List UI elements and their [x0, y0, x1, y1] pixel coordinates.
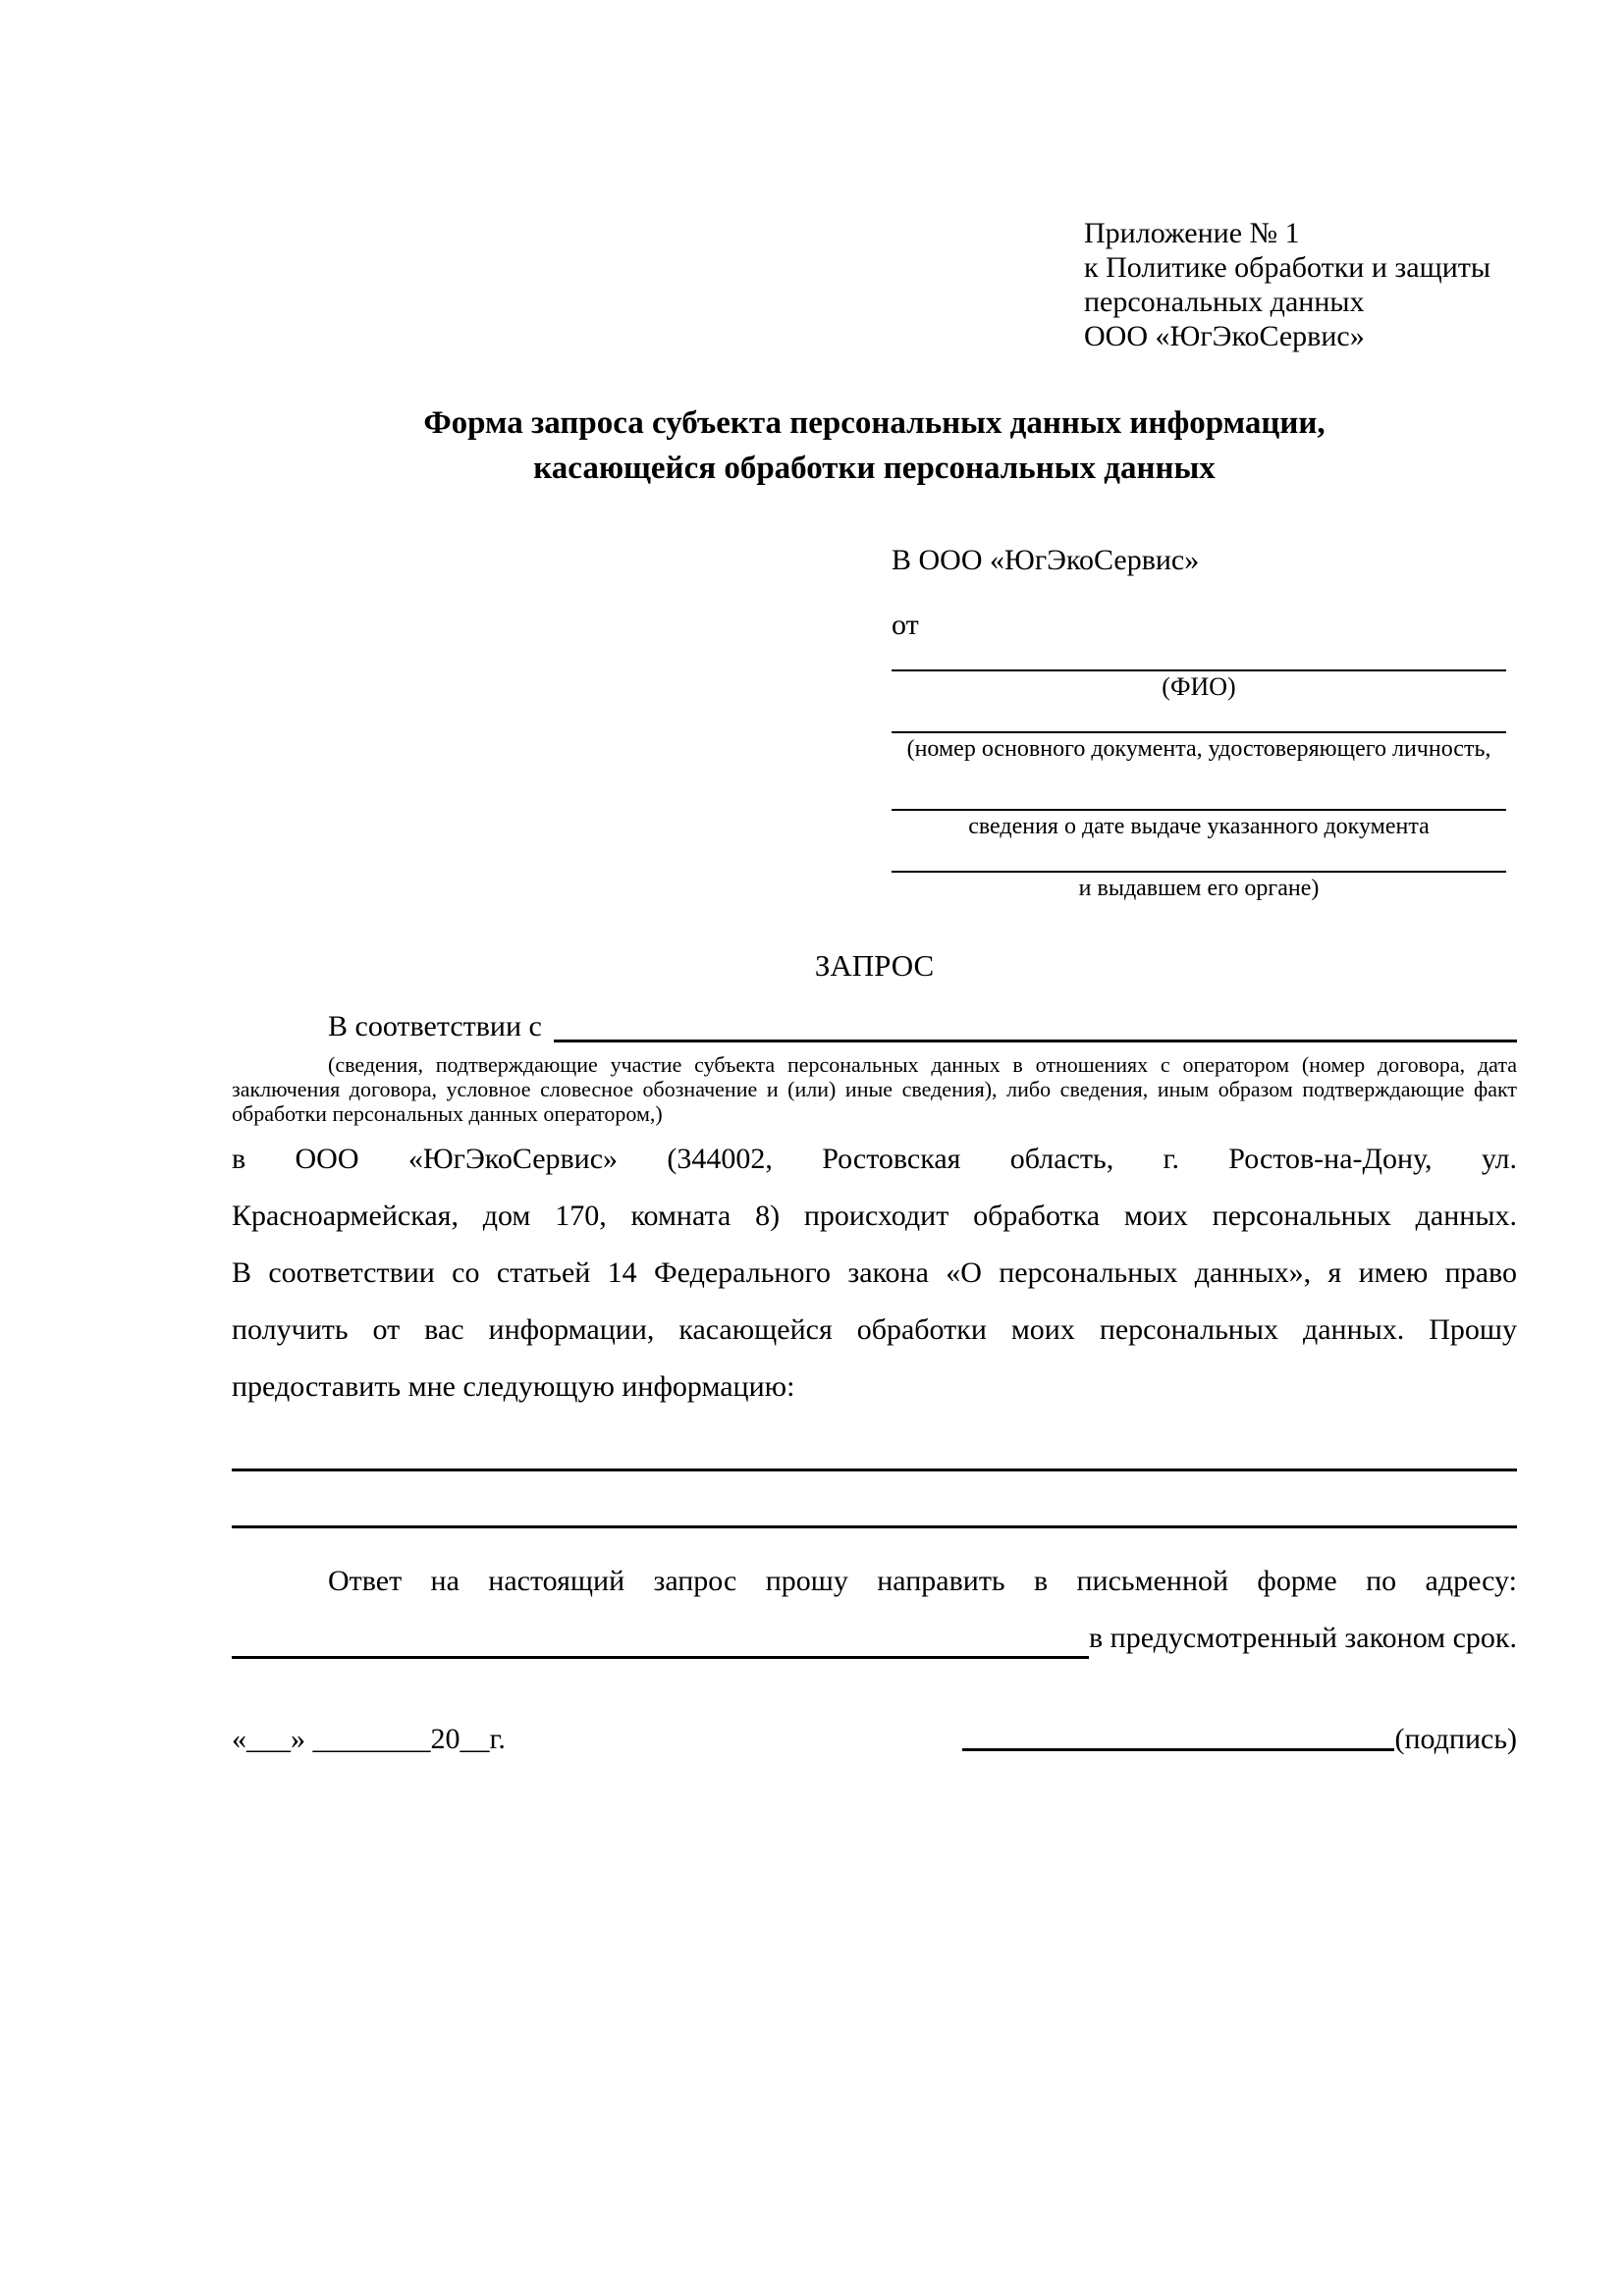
document-number-blank-caption: (номер основного документа, удостоверяющего личность,	[906, 736, 1491, 762]
signature-caption: (подпись)	[1394, 1723, 1517, 1755]
intro-line	[232, 1011, 1517, 1042]
document-number-blank-rule	[892, 731, 1506, 733]
header-note-line: к Политике обработки и защиты	[1084, 251, 1491, 284]
request-heading: ЗАПРОС	[814, 948, 935, 983]
answer-paragraph	[232, 1553, 1517, 1667]
document-title	[232, 400, 1517, 491]
issuing-authority-blank	[892, 871, 1506, 902]
answer-address-line	[232, 1610, 1517, 1667]
answer-line: Ответ на настоящий запрос прошу направить в письменной форме по адресу:	[328, 1565, 1517, 1597]
intro-fill-blank	[554, 1011, 1517, 1042]
body-line: предоставить мне следующую информацию:	[232, 1370, 795, 1403]
fio-blank-caption: (ФИО)	[1162, 672, 1236, 701]
header-note-line: Приложение № 1	[1084, 217, 1300, 249]
info-fill-blank-2	[232, 1525, 1517, 1528]
issue-date-blank-rule	[892, 809, 1506, 811]
issuing-authority-blank-rule	[892, 871, 1506, 873]
body-line: в ООО «ЮгЭкоСервис» (344002, Ростовская область, г. Ростов-на-Дону, ул.	[232, 1143, 1517, 1175]
answer-tail: в предусмотренный законом срок.	[1089, 1622, 1517, 1654]
body-line: Красноармейская, дом 170, комната 8) происходит обработка моих персональных данных.	[232, 1200, 1517, 1232]
intro-prefix: В соответствии с	[328, 1010, 542, 1042]
header-note-line: ООО «ЮгЭкоСервис»	[1084, 320, 1365, 352]
fio-blank	[892, 669, 1506, 701]
issue-date-blank-caption: сведения о дате выдаче указанного документа	[968, 814, 1430, 839]
addressee-to: В ООО «ЮгЭкоСервис»	[892, 544, 1200, 576]
title-line-1: Форма запроса субъекта персональных данных информации,	[423, 405, 1326, 441]
fio-blank-rule	[892, 669, 1506, 671]
signature-fill-blank	[962, 1720, 1394, 1751]
date-blank: «___» ________20__г.	[232, 1723, 506, 1755]
appendix-header-note	[1084, 216, 1555, 353]
address-fill-blank	[232, 1610, 1089, 1659]
issue-date-blank	[892, 809, 1506, 840]
footer-row	[232, 1720, 1517, 1759]
addressee-block	[892, 542, 1506, 902]
signature-group	[962, 1720, 1517, 1759]
title-line-2: касающейся обработки персональных данных	[533, 451, 1216, 486]
document-number-blank	[892, 731, 1506, 763]
addressee-from-label: от	[892, 609, 919, 641]
info-fill-blank-1	[232, 1468, 1517, 1471]
body-paragraph	[232, 1131, 1517, 1415]
explanatory-note: (сведения, подтверждающие участие субъекта персональных данных в отношениях с оператором (номер договора, дата заключения договора, условное словесное обозначение и (или) иные сведения), либо сведения, иным образом подтверждающие факт обработки персональных данных оператором,)	[232, 1052, 1517, 1126]
body-line: получить от вас информации, касающейся обработки моих персональных данных. Прошу	[232, 1313, 1517, 1346]
issuing-authority-blank-caption: и выдавшем его органе)	[1078, 876, 1320, 901]
body-line: В соответствии со статьей 14 Федерального закона «О персональных данных», я имею право	[232, 1256, 1517, 1289]
header-note-line: персональных данных	[1084, 286, 1365, 318]
